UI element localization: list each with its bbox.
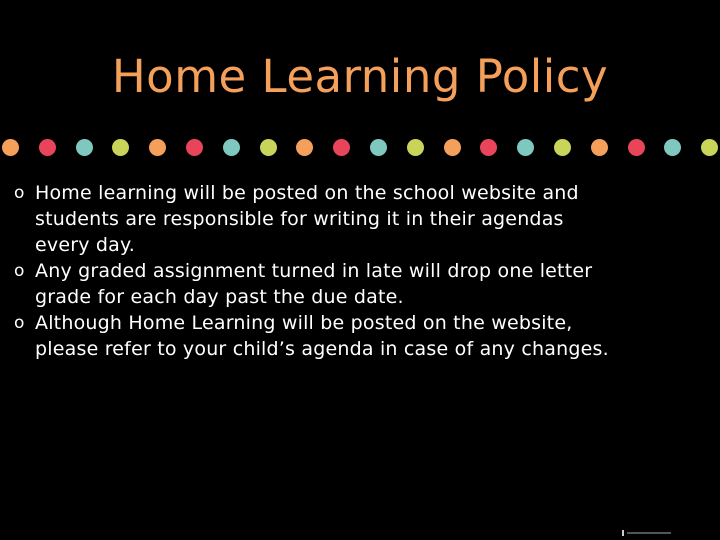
- bullet-marker-icon: o: [14, 183, 25, 203]
- bullet-line: Home learning will be posted on the school website and: [35, 182, 579, 204]
- bullet-marker-icon: o: [14, 261, 25, 281]
- decorative-dot-icon: [554, 139, 571, 156]
- decorative-dot-row: [0, 139, 720, 159]
- decorative-dot-icon: [701, 139, 718, 156]
- bullet-item: [14, 258, 714, 310]
- decorative-dot-icon: [260, 139, 277, 156]
- footer-watermark: [622, 530, 672, 536]
- decorative-dot-icon: [480, 139, 497, 156]
- decorative-dot-icon: [664, 139, 681, 156]
- decorative-dot-icon: [407, 139, 424, 156]
- decorative-dot-icon: [591, 139, 608, 156]
- bullet-line: Although Home Learning will be posted on the website,: [35, 312, 573, 334]
- decorative-dot-icon: [333, 139, 350, 156]
- decorative-dot-icon: [112, 139, 129, 156]
- bullet-line: every day.: [35, 234, 135, 256]
- decorative-dot-icon: [186, 139, 203, 156]
- decorative-dot-icon: [370, 139, 387, 156]
- slide-title: Home Learning Policy: [111, 50, 609, 103]
- footer-watermark-text: [627, 532, 671, 534]
- decorative-dot-icon: [76, 139, 93, 156]
- decorative-dot-icon: [517, 139, 534, 156]
- decorative-dot-icon: [2, 139, 19, 156]
- decorative-dot-icon: [149, 139, 166, 156]
- decorative-dot-icon: [628, 139, 645, 156]
- decorative-dot-icon: [39, 139, 56, 156]
- footer-watermark-bar: [622, 530, 624, 536]
- decorative-dot-icon: [444, 139, 461, 156]
- bullet-item: [14, 310, 714, 362]
- bullet-line: grade for each day past the due date.: [35, 286, 404, 308]
- decorative-dot-icon: [223, 139, 240, 156]
- bullet-marker-icon: o: [14, 313, 25, 333]
- decorative-dot-icon: [296, 139, 313, 156]
- bullet-line: students are responsible for writing it in their agendas: [35, 208, 564, 230]
- bullet-line: please refer to your child’s agenda in case of any changes.: [35, 338, 609, 360]
- bullet-list: [14, 180, 714, 362]
- bullet-line: Any graded assignment turned in late will drop one letter: [35, 260, 593, 282]
- bullet-item: [14, 180, 714, 258]
